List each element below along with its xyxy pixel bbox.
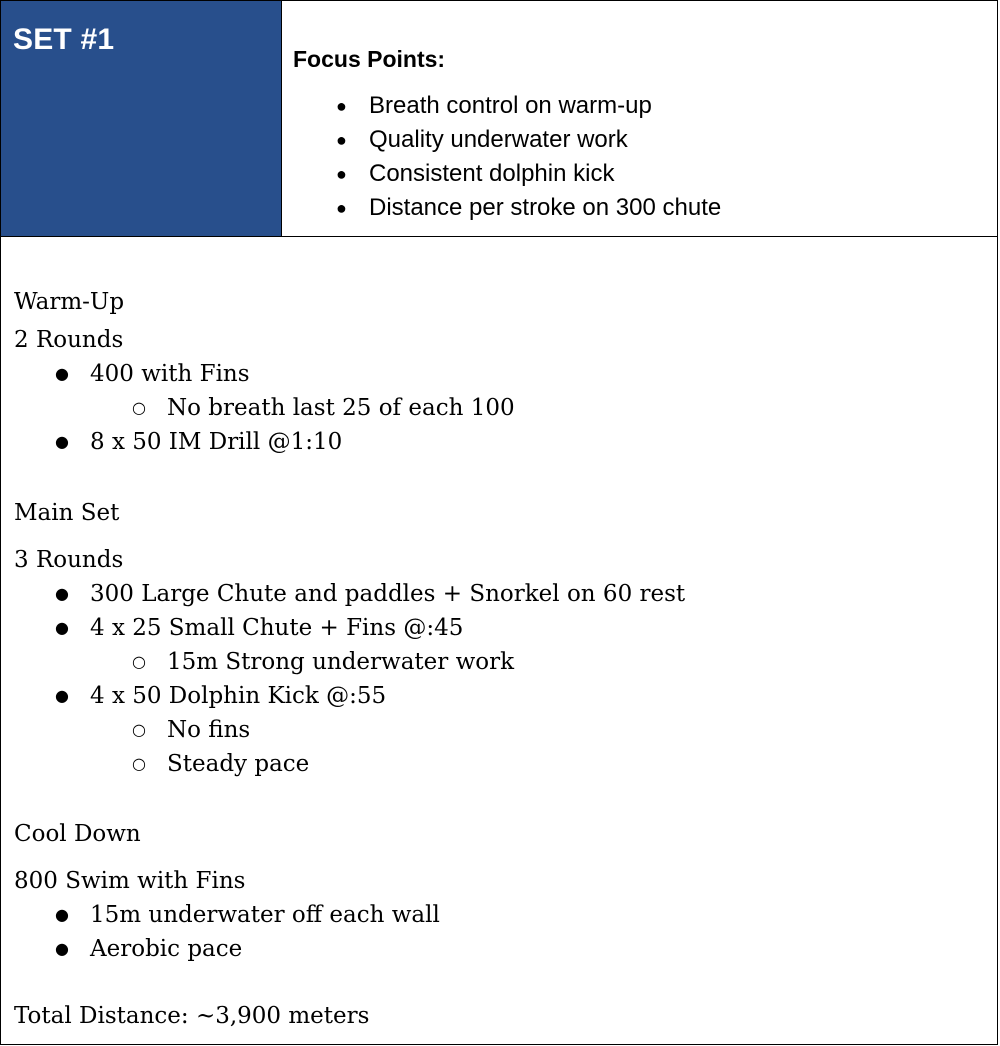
bullet-icon: ● (55, 686, 69, 705)
cooldown-line: 800 Swim with Fins (14, 868, 246, 894)
bullet-icon: ● (55, 584, 69, 603)
bullet-icon: ● (336, 164, 347, 184)
bullet-icon: ● (336, 130, 347, 150)
hollow-bullet-icon: ○ (132, 754, 146, 773)
mainset-heading: Main Set (14, 500, 120, 526)
warmup-heading: Warm-Up (14, 289, 125, 315)
hollow-bullet-icon: ○ (132, 720, 146, 739)
focus-point-item: ● Consistent dolphin kick (282, 157, 721, 191)
set-title: SET #1 (13, 23, 115, 56)
bullet-icon: ● (55, 432, 69, 451)
focus-points-title: Focus Points: (293, 46, 446, 72)
focus-points-list (282, 89, 721, 225)
warmup-rounds: 2 Rounds (14, 327, 124, 353)
workout-body-cell: Warm-Up 2 Rounds ● 400 with Fins ○ No breath last 25 of each 100 ● 8 x 50 IM Drill @1:10 Main Set 3 Rounds ● 300 Large Chute and paddles + Snorkel on 60 rest ● 4 x 25 Small Chute + Fins @:45 ○ 15m Strong underwater work ● 4 x 50 Dolphin Kick @:55 ○ No fins ○ Steady pace Cool Down 800 Swim with Fins ● 15m underwater off each wall ● Aerobic pace Total Distance: ~3,900 meters (14, 289, 686, 1029)
bullet-icon: ● (55, 364, 69, 383)
bullet-icon: ● (336, 198, 347, 218)
focus-points-cell (282, 1, 998, 237)
focus-point-item: ● Distance per stroke on 300 chute (282, 191, 721, 225)
mainset-rounds: 3 Rounds (14, 547, 124, 573)
bullet-icon: ● (55, 905, 69, 924)
bullet-icon: ● (336, 96, 347, 116)
focus-point-item: ● Breath control on warm-up (282, 89, 721, 123)
focus-point-item: ● Quality underwater work (282, 123, 721, 157)
cooldown-heading: Cool Down (14, 821, 141, 847)
bullet-icon: ● (55, 939, 69, 958)
bullet-icon: ● (55, 618, 69, 637)
hollow-bullet-icon: ○ (132, 652, 146, 671)
hollow-bullet-icon: ○ (132, 398, 146, 417)
set-header-cell (1, 1, 282, 237)
total-distance: Total Distance: ~3,900 meters (14, 1003, 370, 1029)
